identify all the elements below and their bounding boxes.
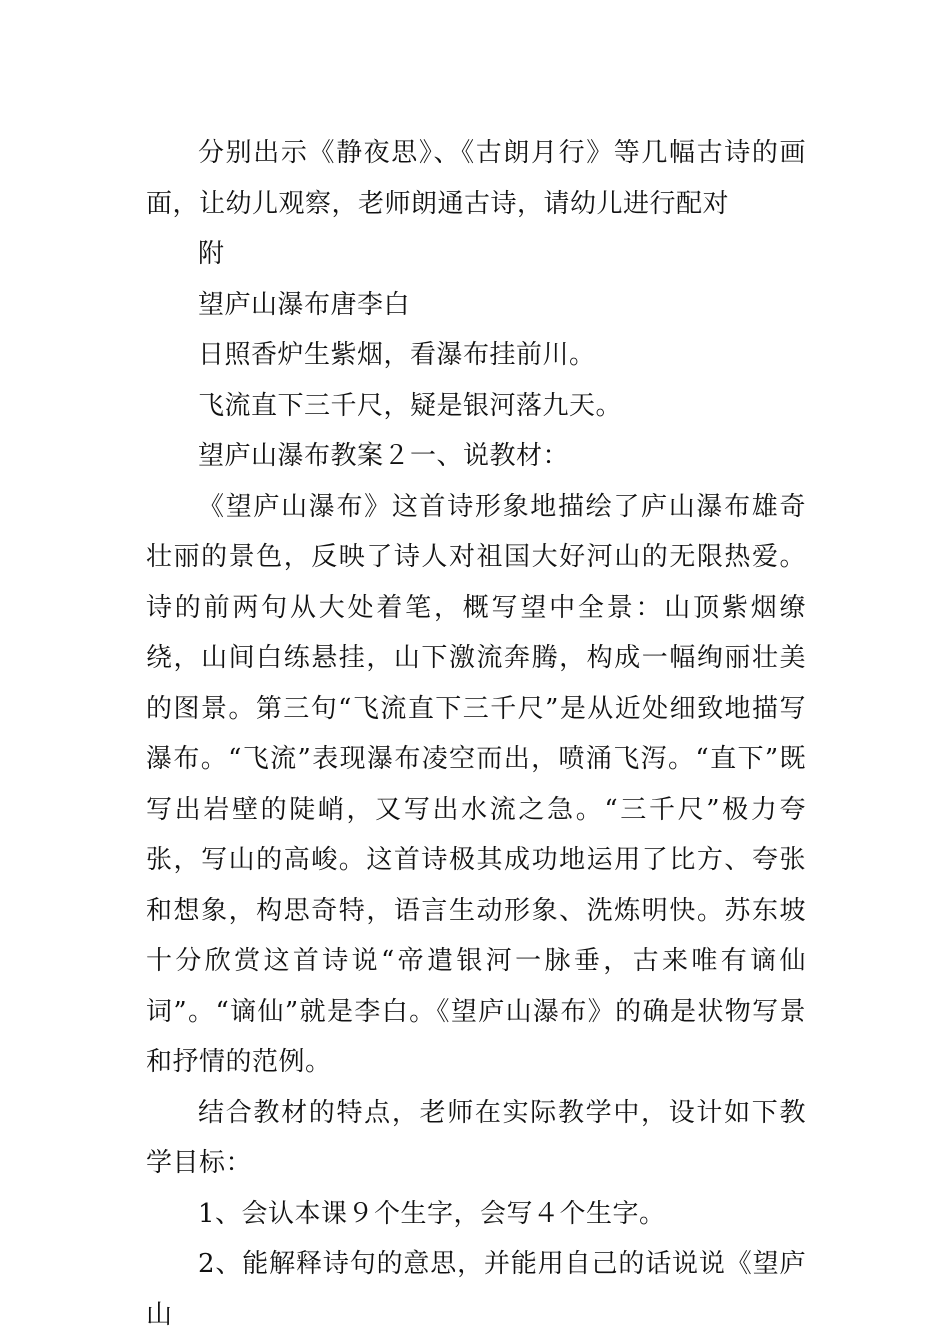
goal-item-2: 2、能解释诗句的意思，并能用自己的话说说《望庐山 <box>146 1249 806 1330</box>
paragraph-goals-intro: 结合教材的特点，老师在实际教学中，设计如下教学目标： <box>146 1097 806 1178</box>
goal-item-1: 1、会认本课９个生字，会写４个生字。 <box>198 1198 666 1229</box>
paragraph-appendix-label: 附 <box>198 239 225 269</box>
paragraph-analysis: 《望庐山瀑布》这首诗形象地描绘了庐山瀑布雄奇壮丽的景色，反映了诗人对祖国大好河山的无限热爱。诗的前两句从大处着笔，概写望中全景：山顶紫烟缭绕，山间白练悬挂，山下激流奔腾，构成一幅绚丽壮美的图景。第三句“飞流直下三千尺”是从近处细致地描写瀑布。“飞流”表现瀑布凌空而出，喷涌飞泻。“直下”既写出岩壁的陡峭，又写出水流之急。“三千尺”极力夸张，写山的高峻。这首诗极其成功地运用了比方、夸张和想象，构思奇特，语言生动形象、洗炼明快。苏东坡十分欣赏这首诗说“帝遣银河一脉垂，古来唯有谪仙词”。“谪仙”就是李白。《望庐山瀑布》的确是状物写景和抒情的范例。 <box>146 491 806 1077</box>
poem-line-2: 飞流直下三千尺，疑是银河落九天。 <box>198 390 623 421</box>
document-body <box>146 128 806 1340</box>
paragraph-intro: 分别出示《静夜思》、《古朗月行》等几幅古诗的画面，让幼儿观察，老师朗通古诗，请幼儿进行配对 <box>146 138 806 219</box>
poem-line-1: 日照香炉生紫烟，看瀑布挂前川。 <box>198 340 596 370</box>
poem-title: 望庐山瀑布唐李白 <box>198 289 411 320</box>
lesson-heading: 望庐山瀑布教案２一、说教材： <box>198 441 570 471</box>
